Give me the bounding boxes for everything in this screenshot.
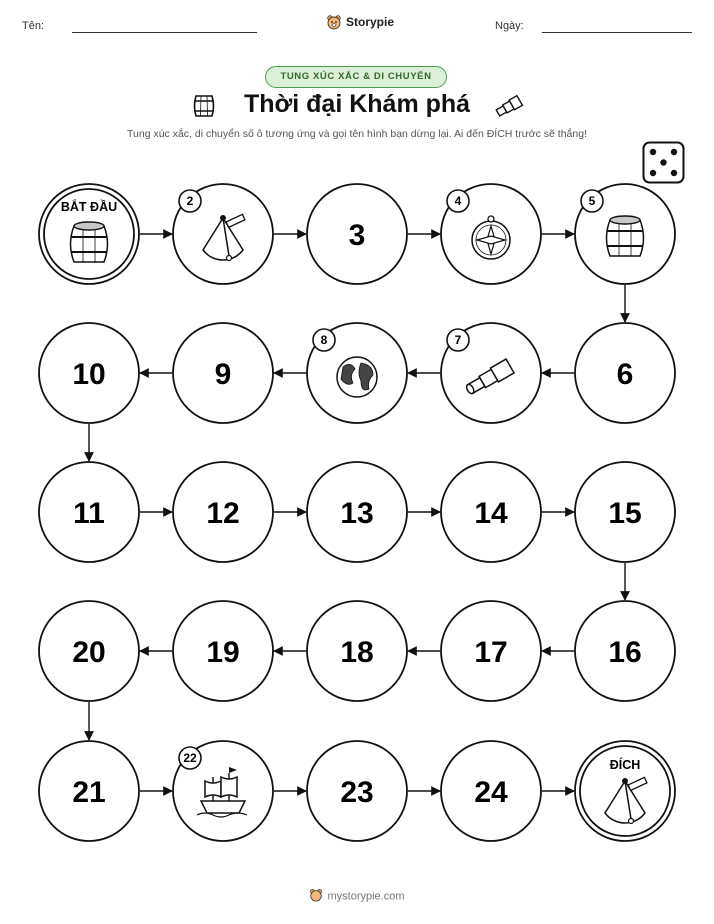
space-number: 22 [183,751,197,765]
space-number: 5 [588,194,596,208]
space-number: 15 [608,497,642,530]
board-space-12 [173,462,273,562]
space-number: 16 [608,636,642,669]
space-number: 9 [214,358,232,391]
board-space-18 [307,601,407,701]
board-space-22 [173,741,273,841]
space-number: 13 [340,497,374,530]
finish-space [575,741,675,841]
board-space-13 [307,462,407,562]
name-label: Tên: [22,20,45,32]
board-space-2 [173,184,273,284]
board-space-14 [441,462,541,562]
barrel-icon [71,222,108,262]
space-number: 18 [340,636,374,669]
board-space-9 [173,323,273,423]
board-space-15 [575,462,675,562]
board-space-7 [441,323,541,423]
board-space-5 [575,184,675,284]
board-space-10 [39,323,139,423]
finish-label: ĐÍCH [609,758,641,772]
space-number: 11 [73,497,105,530]
space-number: 2 [186,194,194,208]
barrel-icon [607,216,644,256]
start-label: BẮT ĐẦU [60,200,118,214]
space-number: 19 [206,636,240,669]
page-title: Thời đại Khám phá [243,90,471,118]
space-number: 20 [72,636,106,669]
board-space-6 [575,323,675,423]
space-number: 4 [454,194,462,208]
space-number: 24 [474,776,508,809]
board-space-16 [575,601,675,701]
space-number: 14 [474,497,508,530]
instructions: Tung xúc xắc, di chuyển số ô tương ứng và gọi tên hình bạn dừng lại. Ai đến ĐÍCH trước sẽ thắng! [126,128,587,140]
board-space-24 [441,741,541,841]
board-space-3 [307,184,407,284]
space-number: 3 [348,219,366,252]
board-space-8 [307,323,407,423]
board-space-20 [39,601,139,701]
board-space-21 [39,741,139,841]
space-number: 6 [616,358,634,391]
globe-icon [337,357,377,397]
bear-icon [309,888,323,902]
board-space-4 [441,184,541,284]
board-space-17 [441,601,541,701]
footer [0,888,714,905]
game-type-badge: TUNG XÚC XẮC & DI CHUYỂN [265,66,447,88]
space-number: 21 [72,776,106,809]
space-number: 12 [206,497,240,530]
board-space-23 [307,741,407,841]
date-label: Ngày: [495,20,524,32]
space-number: 7 [454,333,462,347]
space-number: 23 [340,776,374,809]
space-number: 10 [72,358,106,391]
brand-name: Storypie [346,15,395,29]
board-space-11 [39,462,139,562]
start-space [39,184,139,284]
space-number: 17 [474,636,508,669]
board-space-19 [173,601,273,701]
space-number: 8 [320,333,328,347]
footer-url: mystorypie.com [327,890,405,903]
